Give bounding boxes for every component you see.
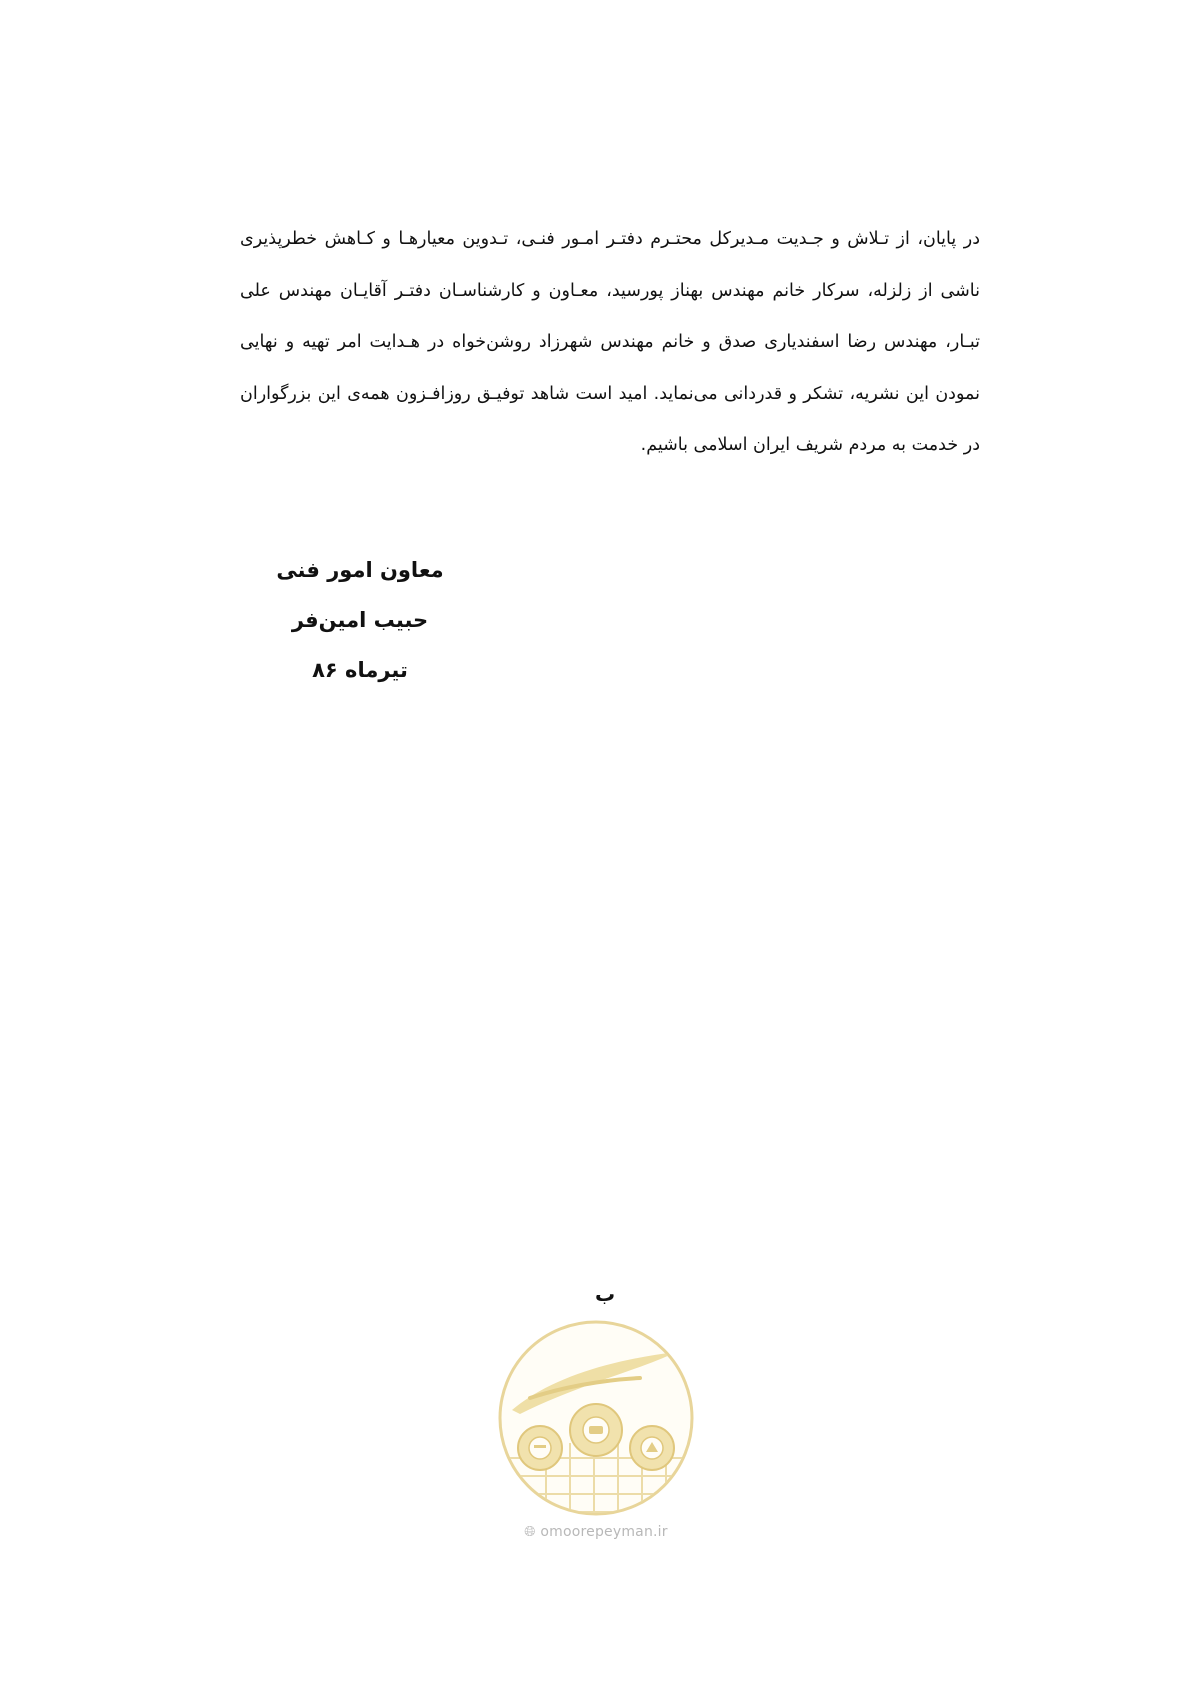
watermark-logo <box>490 1318 702 1550</box>
paragraph-line: همه‌ی این بزرگواران در خدمت به مردم شریف ایران اسلامی باشیم. <box>240 383 980 455</box>
watermark-url-text: omoorepeyman.ir <box>540 1524 668 1540</box>
signature-date: تیرماه ۸۶ <box>312 658 408 682</box>
acknowledgement-paragraph <box>240 214 980 472</box>
paragraph-line: در پایان، از تـلاش و جـدیت مـدیرکل محتـرم دفتـر امـور فنـی، تـدوین معیارهـا و کـاهش <box>324 229 980 249</box>
globe-icon: 🌐︎ <box>524 1524 536 1540</box>
paragraph-line: امر تهیه و نهایی نمودن این نشریه، تشکر و قدردانی می‌نماید. امید است شاهد توفیـق روزافـزون <box>240 332 980 404</box>
omoorepeyman-logo-icon <box>490 1318 702 1518</box>
watermark-url <box>490 1524 702 1540</box>
signatory-position: معاون امور فنی <box>276 558 444 582</box>
page-number: ب <box>594 1282 616 1306</box>
paragraph-line: مهندس علی تبـار، مهندس رضا اسفندیاری صدق و خانم مهندس شهرزاد روشن‌خواه در هـدایت <box>240 280 980 352</box>
paragraph-line: خطرپذیری ناشی از زلزله، سرکار خانم مهندس بهناز پورسید، معـاون و کارشناسـان دفتـر آقایـان <box>240 229 980 301</box>
signatory-name: حبیب امین‌فر <box>291 608 429 632</box>
signature-block <box>260 545 460 695</box>
